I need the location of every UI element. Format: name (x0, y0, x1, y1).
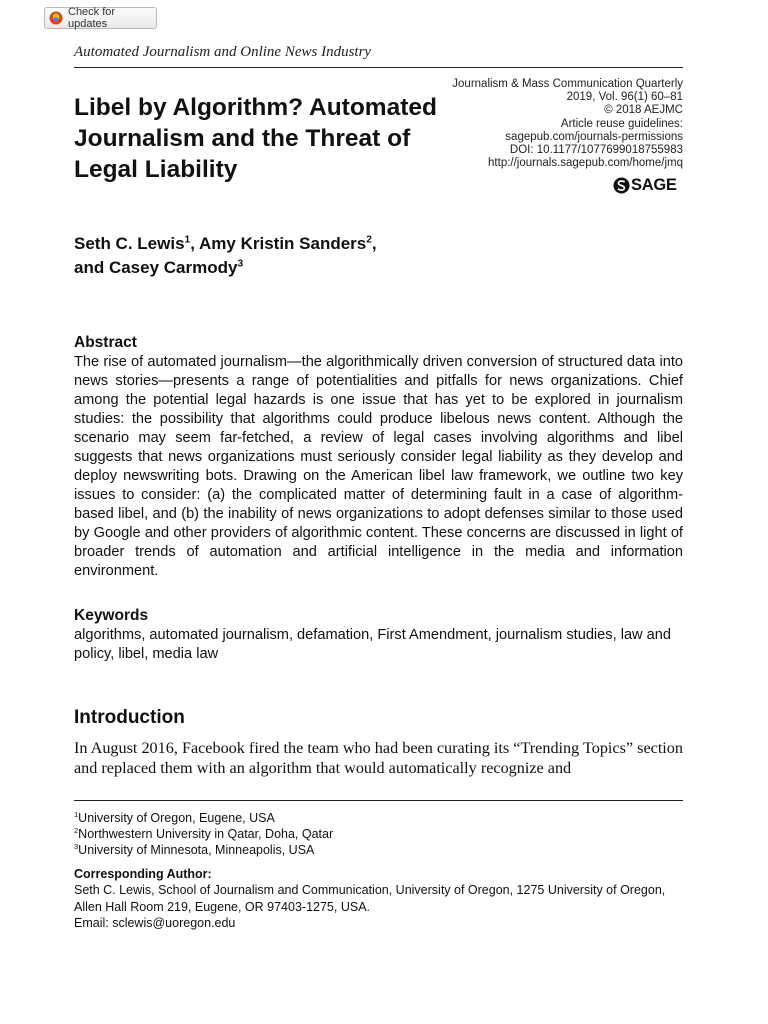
permissions-link[interactable]: sagepub.com/journals-permissions (505, 130, 683, 143)
author-affil-mark: 3 (237, 258, 244, 270)
affiliation-text: Northwestern University in Qatar, Doha, Qatar (78, 827, 334, 841)
sage-logo (613, 176, 683, 194)
affiliation (74, 811, 683, 825)
corresponding-address: Seth C. Lewis, School of Journalism and Communication, University of Oregon, 1275 University of Oregon, Allen Hall Room 219, Eugene, OR 97403-1275, USA. (74, 883, 666, 914)
reuse-guidelines: Article reuse guidelines: (560, 117, 683, 130)
affiliation (74, 827, 683, 841)
introduction-heading: Introduction (74, 707, 185, 728)
affiliation-mark: 2 (74, 825, 79, 835)
crossmark-icon (49, 11, 63, 25)
journal-url[interactable]: http://journals.sagepub.com/home/jmq (488, 157, 683, 170)
abstract-heading: Abstract (74, 334, 137, 351)
keywords-heading: Keywords (74, 607, 149, 624)
corresponding-email[interactable]: Email: sclewis@uoregon.edu (74, 916, 236, 930)
affiliation-text: University of Minnesota, Minneapolis, USA (78, 843, 315, 857)
author-list (74, 232, 534, 280)
author-name: , Amy Kristin Sanders (190, 234, 367, 253)
journal-volume: 2019, Vol. 96(1) 60–81 (566, 91, 683, 104)
affiliation-mark: 1 (74, 809, 79, 819)
footnote-rule (74, 800, 683, 801)
sage-mark-icon (613, 177, 630, 194)
check-for-updates-button[interactable] (44, 7, 157, 29)
copyright: © 2018 AEJMC (604, 104, 683, 117)
affiliation-text: University of Oregon, Eugene, USA (78, 811, 275, 825)
running-head: Automated Journalism and Online News Industry (74, 44, 372, 60)
header-rule (74, 67, 683, 68)
author-separator: , (371, 234, 377, 253)
corresponding-author-details (74, 882, 683, 932)
author-name: Seth C. Lewis (74, 234, 185, 253)
author-name: and Casey Carmody (74, 258, 238, 277)
affiliation (74, 843, 683, 857)
sage-text: SAGE (631, 175, 677, 194)
check-for-updates-label: Check for updates (68, 6, 116, 30)
doi[interactable]: DOI: 10.1177/1077699018755983 (509, 144, 683, 157)
affiliation-mark: 3 (74, 841, 79, 851)
abstract-text: The rise of automated journalism—the algorithmically driven conversion of structured data into news stories—presents a range of potentialities and pitfalls for news organizations. Chief among the potential legal hazards is one issue that has yet to be explored in journalism studies: the possibility that algorithms could produce libelous news content. Although the scenario may seem far-fetched, a review of legal cases involving algorithms and libel suggests that news organizations must seriously consider legal liability as they develop and deploy newswriting bots. Drawing on the American libel law framework, we outline two key issues to consider: (a) the complicated matter of determining fault in a case of algorithm-based libel, and (b) the inability of news organizations to adopt defenses similar to those used by Google and other providers of algorithmic content. These concerns are discussed in light of broader trends of automation and artificial intelligence in the media and information environment. (74, 354, 683, 579)
author-affil-mark: 1 (184, 234, 191, 246)
corresponding-author-heading: Corresponding Author: (74, 867, 212, 881)
article-title: Libel by Algorithm? Automated Journalism and the Threat of Legal Liability (74, 94, 437, 183)
journal-info (423, 78, 683, 170)
introduction-text: In August 2016, Facebook fired the team who had been curating its “Trending Topics” section and replaced them with an algorithm that would automatically recognize and (74, 739, 683, 777)
journal-name: Journalism & Mass Communication Quarterly (452, 78, 683, 90)
author-affil-mark: 2 (366, 234, 372, 246)
keywords-text: algorithms, automated journalism, defamation, First Amendment, journalism studies, law and policy, libel, media law (74, 627, 671, 662)
